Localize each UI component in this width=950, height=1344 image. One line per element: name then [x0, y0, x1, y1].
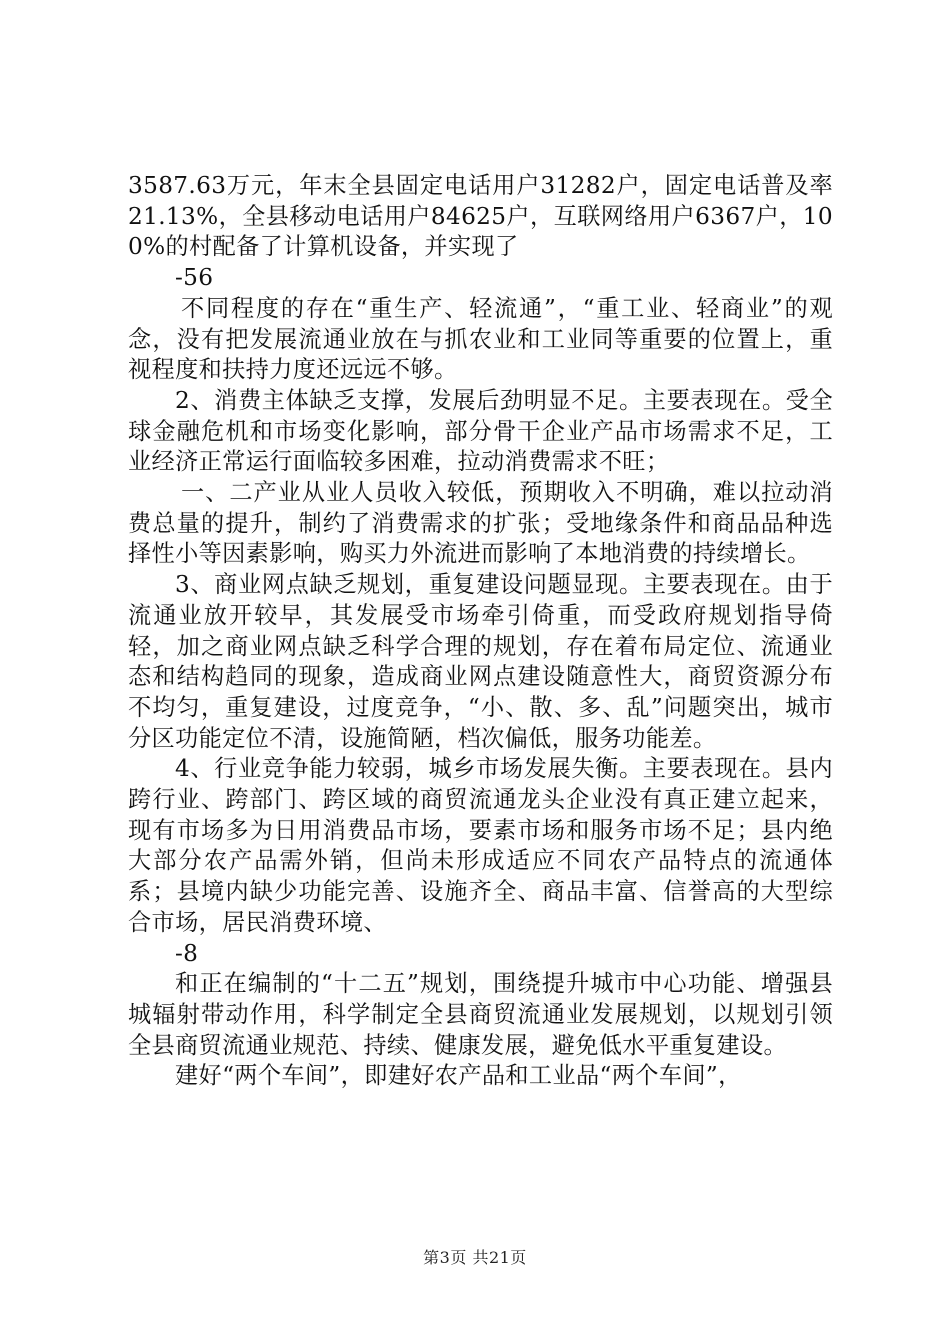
page-number-label: 第3页 共21页: [423, 1248, 527, 1267]
paragraph-continuation: 3587.63万元，年末全县固定电话用户31282户，固定电话普及率21.13%，全县移动电话用户84625户，互联网络用户6367户，100%的村配备了计算机设备，并实现了: [128, 172, 833, 261]
paragraph: 3、商业网点缺乏规划，重复建设问题显现。主要表现在。由于流通业放开较早，其发展受市场牵引倚重，而受政府规划指导倚轻，加之商业网点缺乏科学合理的规划，存在着布局定位、流通业态和结构趋同的现象，造成商业网点建设随意性大，商贸资源分布不均匀，重复建设，过度竞争，“小、散、多、乱”问题突出，城市分区功能定位不清，设施简陋，档次偏低，服务功能差。: [128, 571, 833, 752]
page-reference: -56: [175, 264, 214, 292]
document-body: [128, 171, 833, 1092]
page-reference: -8: [175, 939, 199, 967]
paragraph: 和正在编制的“十二五”规划，围绕提升城市中心功能、增强县城辐射带动作用，科学制定全县商贸流通业发展规划，以规划引领全县商贸流通业规范、持续、健康发展，避免低水平重复建设。: [128, 970, 833, 1059]
paragraph: 4、行业竞争能力较弱，城乡市场发展失衡。主要表现在。县内跨行业、跨部门、跨区域的商贸流通龙头企业没有真正建立起来，现有市场多为日用消费品市场，要素市场和服务市场不足；县内绝大部分农产品需外销，但尚未形成适应不同农产品特点的流通体系；县境内缺少功能完善、设施齐全、商品丰富、信誉高的大型综合市场，居民消费环境、: [128, 755, 833, 936]
paragraph: 2、消费主体缺乏支撑，发展后劲明显不足。主要表现在。受全球金融危机和市场变化影响，部分骨干企业产品市场需求不足，工业经济正常运行面临较多困难，拉动消费需求不旺；: [128, 386, 833, 476]
page-footer: [0, 1245, 950, 1268]
paragraph: 建好“两个车间”，即建好农产品和工业品“两个车间”，: [175, 1062, 742, 1090]
paragraph: 一、二产业从业人员收入较低，预期收入不明确，难以拉动消费总量的提升，制约了消费需求的扩张；受地缘条件和商品品种选择性小等因素影响，购买力外流进而影响了本地消费的持续增长。: [128, 479, 833, 568]
paragraph: 不同程度的存在“重生产、轻流通”，“重工业、轻商业”的观念，没有把发展流通业放在与抓农业和工业同等重要的位置上，重视程度和扶持力度还远远不够。: [128, 294, 833, 384]
